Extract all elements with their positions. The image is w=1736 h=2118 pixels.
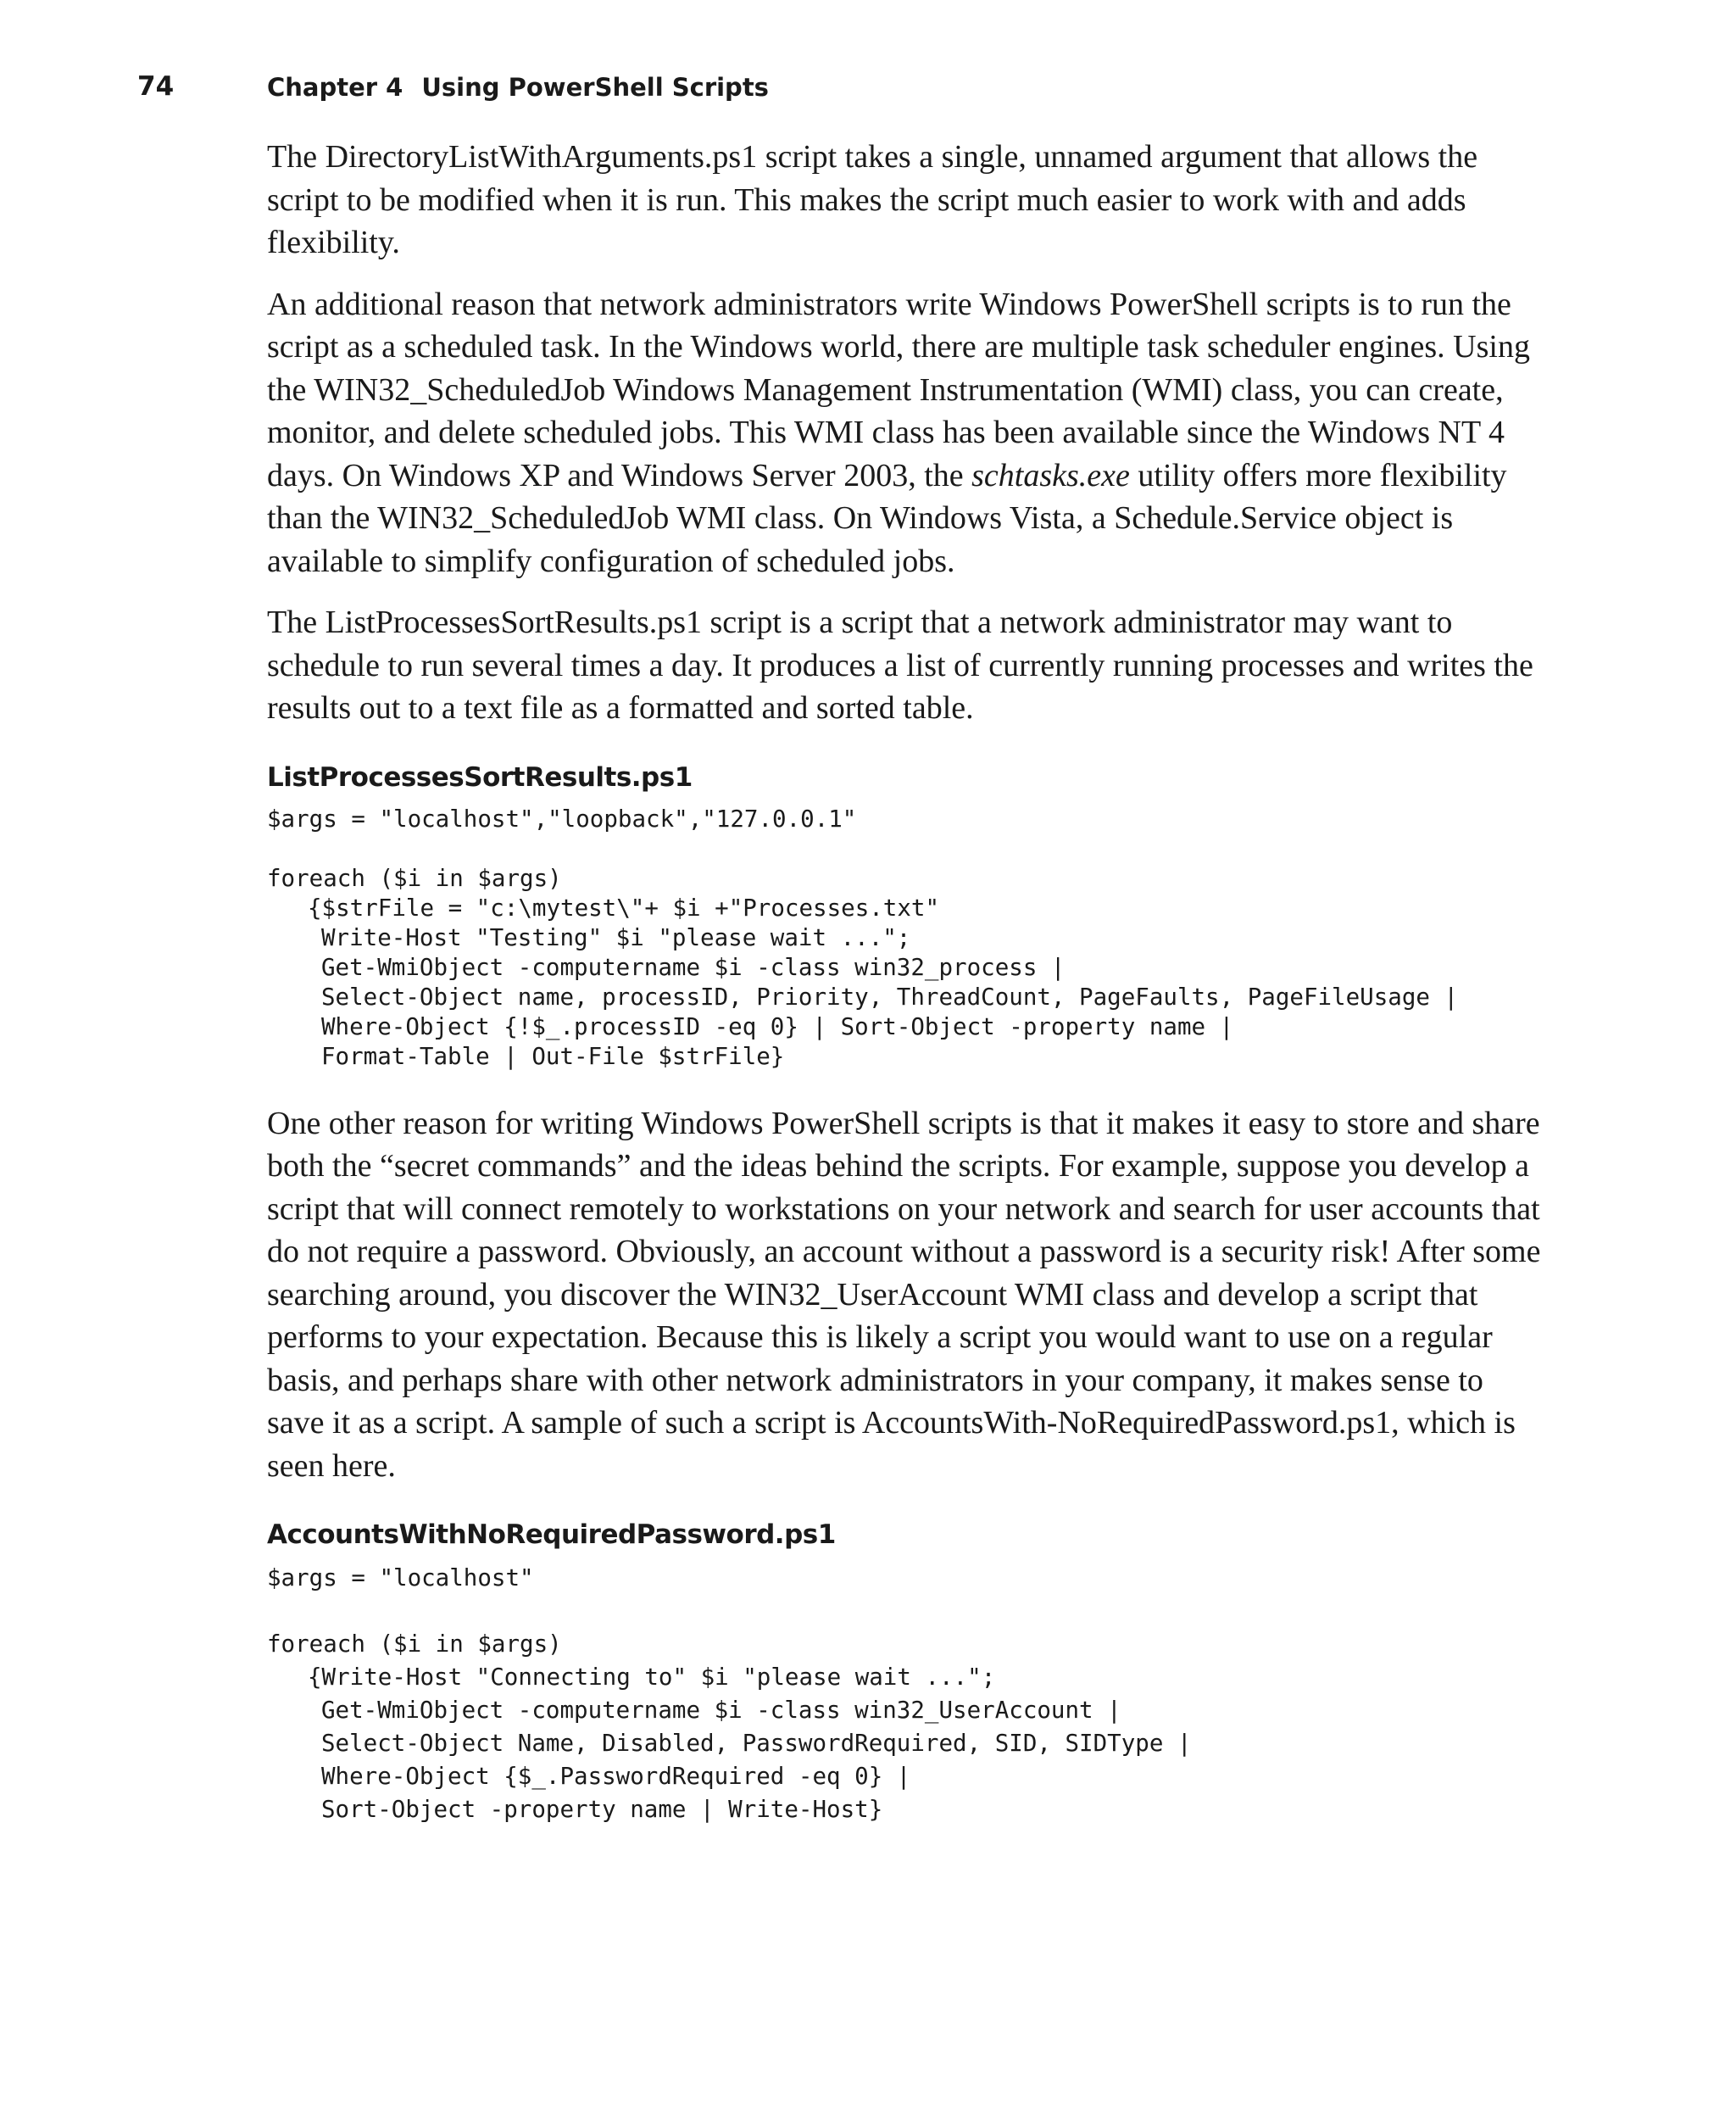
code-line: Select-Object Name, Disabled, PasswordRequired, SID, SIDType |: [321, 1730, 1192, 1757]
code-listing-accounts: [267, 1562, 1547, 1826]
page-number: 74: [137, 71, 175, 102]
code-line: Where-Object {!$_.processID -eq 0} | Sort-Object -property name |: [321, 1012, 1234, 1040]
code-line: foreach ($i in $args): [267, 1630, 562, 1658]
code-line: $args = "localhost","loopback","127.0.0.1": [267, 805, 857, 833]
code-line: Get-WmiObject -computername $i -class win32_UserAccount |: [321, 1697, 1121, 1724]
code-line: foreach ($i in $args): [267, 864, 562, 892]
code-line: Write-Host "Testing" $i "please wait ...";: [321, 923, 911, 951]
code-listing-list-processes: [267, 805, 1547, 1072]
code-line: Get-WmiObject -computername $i -class win32_process |: [321, 953, 1066, 981]
code-line-blank: [267, 834, 1547, 864]
page-header: [0, 71, 1736, 109]
paragraph-scheduled-task: [267, 283, 1547, 583]
code-line: {$strFile = "c:\mytest\"+ $i +"Processes.txt": [308, 894, 940, 922]
chapter-label: Chapter 4: [267, 73, 403, 102]
code-line: $args = "localhost": [267, 1564, 534, 1591]
schtasks-term: schtasks.exe: [971, 457, 1130, 493]
code-line: Sort-Object -property name | Write-Host}: [321, 1796, 883, 1823]
paragraph-list-processes: The ListProcessesSortResults.ps1 script is a script that a network administrator may want to schedule to run several times a day. It produces a list of currently running processes and writes the results out to a text file as a formatted and sorted table.: [267, 605, 1533, 726]
code-line-blank: [267, 1595, 1547, 1628]
paragraph-secret-commands: One other reason for writing Windows PowerShell scripts is that it makes it easy to store and share both the “secret commands” and the ideas behind the scripts. For example, suppose you develop a script that will connect remotely to workstations on your network and search for user accounts that do not require a password. Obviously, an account without a password is a security risk! After some searching around, you discover the WIN32_UserAccount WMI class and develop a script that performs to your expectation. Because this is likely a script you would want to use on a regular basis, and perhaps share with other network administrators in your company, it makes sense to save it as a script. A sample of such a script is AccountsWith-NoRequiredPassword.ps1, which is seen here.: [267, 1105, 1541, 1484]
paragraph-scheduled-task-part1: An additional reason that network administrators write Windows PowerShell scripts is to run the script as a scheduled task. In the Windows world, there are multiple task scheduler engines. Using the WIN32_ScheduledJob Windows Management Instrumentation (WMI) class, you can create, monitor, and delete scheduled jobs. This WMI class has been available since the Windows NT 4 days. On Windows XP and Windows Server 2003, the: [267, 286, 1530, 493]
page-body: [267, 136, 1547, 1857]
listing-title-accounts: AccountsWithNoRequiredPassword.ps1: [267, 1519, 836, 1550]
code-line: Where-Object {$_.PasswordRequired -eq 0} |: [321, 1763, 911, 1790]
running-head: [267, 73, 769, 102]
listing-title-list-processes: ListProcessesSortResults.ps1: [267, 761, 693, 793]
code-line: Select-Object name, processID, Priority, ThreadCount, PageFaults, PageFileUsage |: [321, 983, 1459, 1011]
paragraph-directory-list: The DirectoryListWithArguments.ps1 script takes a single, unnamed argument that allows the script to be modified when it is run. This makes the script much easier to work with and adds flexibility.: [267, 139, 1478, 260]
code-line: {Write-Host "Connecting to" $i "please wait ...";: [308, 1664, 996, 1691]
chapter-title: Using PowerShell Scripts: [421, 73, 769, 102]
code-line: Format-Table | Out-File $strFile}: [321, 1042, 785, 1070]
paragraph-scheduled-task-part2: utility offers more flexibility than the WIN32_ScheduledJob WMI class. On Windows Vista, a Schedule.Service object is available to simplify configuration of scheduled jobs.: [267, 457, 1507, 579]
